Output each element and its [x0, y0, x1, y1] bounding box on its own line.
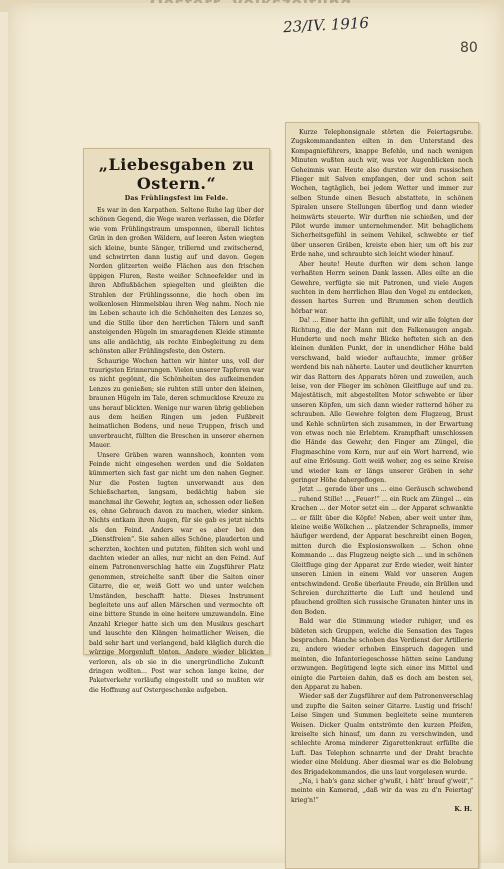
- paragraph: Kurze Telephonsignale störten die Feiertagsruhe. Zugskommandanten eilten in den Unterstand des Kompagnieführers, knappe Befehle, und nach wenigen Minuten wußten auch wir, was vor Augenblicken noch Geheimnis war. Heute also dursten wir den russischen Flieger mit Salven empfangen, der und schon seit Wochen, tagtäglich, bei jedem Wetter und immer zur selben Stunde einen Besuch abstattete, in schönen Spiralen unsere Stellungen überflog und dann wieder heimwärts steuerte. Wir durften nie schießen, und der Pilot wurde immer unternehmender. Mit behaglichem Sicherheitsgefühl in seinem Vehikel, schwebte er tief über unseren Gräben, kreiste eben hier, um oft bis zur Erde nahe, und schraubte sich leicht wieder hinauf.: [291, 129, 473, 259]
- paragraph: Unsere Gräben waren wannshoch, konnten vom Feinde nicht eingesehen werden und die Soldaten kümmerten sich fast gar nicht um den nahen Gegner. Nur die Posten lugten unverwandt aus den Schießscharten, langsam, bedächtig haben sie manchmal ihr Gewehr, legten an, schossen oder ließen es, ohne Gebrauch davon zu machen, wieder sinken. Nichts entkam ihren Augen, für sie gab es jetzt nichts als den Feind. Anders war es aber bei den „Dienstfreien“. Sie sahen alles Schöne, plauderten und scherzten, kochten und putzten, fühlten sich wohl und dachten wieder an alles, nur nicht an den Feind. Auf einem Patronenverschlag hatte ein Zugsführer Platz genommen, streichelte sanft über die Saiten einer Gitarre, die er, weiß Gott wo und unter welchen Umständen, beschafft hatte. Dieses Instrument begleitete uns auf allen Märschen und vermochte oft eine bittere Stunde in eine heitere umzuwandeln. Eine Anzahl Krieger hatte sich um den Musikus geschart und lauschte den Klängen heimatlicher Weisen, die bald sehr hart und verlangend, bald kläglich durch die würzige Morgenluft tönten. Andere wieder blickten verloren, als ob sie in die unergründliche Zukunft dringen wollten... Post war schon lange keine, der Paketverkehr vorläufig eingestellt und so mußten wir die Hoffnung auf Ostergeschenke aufgeben.: [89, 451, 264, 694]
- paragraph: Wieder saß der Zugsführer auf dem Patronenverschlag und zupfte die Saiten seiner Gitarre. Lustig und frisch! Leise Singen und Summen begleitete seine munteren Weisen. Dicker Qualm entströmte den kurzen Pfeifen, kreiselte sich hinauf, um dann zu verschwinden, und schlechte Aroma minderer Zigarettenkraut erfüllte die Luft. Das Telephon schnarrte und der Draht brachte wieder eine Meldung. Aber diesmal war es die Belobung des Brigadekommandos, die uns laut vorgelesen wurde.: [291, 693, 473, 776]
- paragraph: Schaurige Wochen hatten wir hinter uns, voll der traurigsten Erinnerungen. Vielen unserer Tapferen war es nicht gegönnt, die Schönheiten des aufkeimenden Lenzes zu genießen; sie ruhten still unter den kleinen, braunen Hügeln im Tale, deren schmucklose Kreuze zu uns herauf blickten. Wenige nur waren übrig geblieben aus dem heißen Ringen um jeden Fußbreit heimatlichen Bodens, und neue Truppen, frisch und unverbraucht, füllten die Breschen in unserer ehernen Mauer.: [89, 357, 264, 450]
- paragraph: Da! ... Einer hatte ihn gefühlt, und wir alle folgten der Richtung, die der Mann mit den Falkenaugen angab. Hunderte und noch mehr Blicke hefteten sich an den kleinen dunklen Punkt, der in unendlicher Höhe bald verschwand, bald wieder auftauchte, immer größer werdend bis nah näherte. Lauter und deutlicher knurrten wir das Rattern des Apparats hören und zuweilen, auch leise, von der Flieger im schönen Gleitfluge auf und zu. Majestätisch, mit abgestellten Motor schwebte er über unseren Köpfen, um sich dann wieder ratternd höher zu schrauben. Alle Gewehre folgten dem Flugzeug, Brust und Kehle schnürten sich zusammen, in der Erwartung von etwas noch nie Erlebtem. Krampfhaft umschlossen die Hände das Gewehr, den Finger am Züngel, die Flugmaschine vom Korn, nur auf ein Wort harrend, wie auf eine Erlösung. Gott weiß woher, zog es seine Kreise und wieder kam er längs unserer Gräben in sehr geringer Höhe dahergeflogen.: [291, 317, 473, 485]
- paragraph: Jetzt ... gerade über uns ... eine Geräusch schwebend ... ruhend Stille! ... „Feuer!“ ... ein Ruck am Züngel ... ein Krachen ... der Motor setzt ein ... der Apparat schwankte ... er fällt über die Köpfe! Neben, aber weit unter ihm, kleine weiße Wölkchen ... platzender Schrapnells, immer häufiger werdend, der Apparat beschreibt einen Bogen, mitten durch die Explosionswolken ... Schon ohne Kommando ... das Flugzeug neigte sich ... und in schönen Gleitfluge ging der Apparat zur Erde wieder, weit hinter unseren Linien in einem Wald vor unseren Augen entschwindend. Große überlaute Freude, ein Brüllen und Schreien durchzitterte die Luft und heulend und pfauchend grollten sich russische Granaten hinter uns in den Boden.: [291, 486, 473, 616]
- paragraph: Aber heute! Heute durften wir dem schon lange verhaßten Herrn seinen Dank lassen. Alles eilte an die Gewehre, verfügte sie mit Patronen, und viele Augen suchten in dem herrlichen Blau den Vogel zu entdecken, dessen hartes Surren und Brummen schon deutlich hörbar war.: [291, 260, 473, 315]
- right-column-text: [291, 128, 473, 805]
- left-column-text: [89, 206, 264, 695]
- article-title: „Liebesgaben zu Ostern.“: [98, 155, 255, 193]
- sheet-number: 80: [460, 40, 478, 56]
- paragraph: Es war in den Karpathen. Seltene Ruhe lag über der schönen Gegend, die Wege waren verlassen, die Dörfer wie vom Frühlingstraum umsponnen, überall lichtes Grün in den großen Wäldern, auf leeren Ästen wiegten sich kleine, bunte Sänger, trillernd und zwitschernd, und schwirrten dann lustig auf und davon. Gegen Norden glitzerten weiße Flächen aus den frischen üppigen Fluren, Reste weißer Schneefelder und in ihren Abflußbächen spiegelten und gleißten die Strahlen der Frühlingssonne, die hoch oben im wolkenlosen Himmelsblau ihren Weg nahm. Noch nie im Leben schaute ich die Schönheiten des Lenzes so, und die Stille über den herrlichen Tälern und sanft ansteigenden Hügeln im smaragdenen Kleide stimmte uns alle andächtig, als rechte Einbegleitung zu dem schönsten aller Frühlingsfeste, den Ostern.: [89, 207, 264, 356]
- handwritten-date: 23/IV. 1916: [282, 13, 370, 37]
- paragraph: Bald war die Stimmung wieder ruhiger, und es bildeten sich Gruppen, welche die Sensation des Tages besprachen. Manche schoben das Verdienst der Artillerie zu, andere wieder erhoben Einspruch dagegen und meinten, die Infanteriegeschosse hätten seine Landung erzwungen. Begütigend legte sich einer ins Mittel und einigte die Parteien dahin, daß es doch am besten sei, den Apparat zu haben.: [291, 618, 473, 691]
- article-subtitle: Das Frühlingsfest im Felde.: [124, 195, 229, 202]
- paragraph: „Na, i hab's ganz sicher g'wußt, i hätt' brauf g'weit',“ meinte ein Kamerad, „daß wir da was zu d'n Feiertag' krieg'n!“: [291, 778, 473, 804]
- clipping-right-column: [285, 122, 479, 869]
- author-signature: K. H.: [454, 806, 472, 814]
- clipping-left-column: [83, 148, 270, 694]
